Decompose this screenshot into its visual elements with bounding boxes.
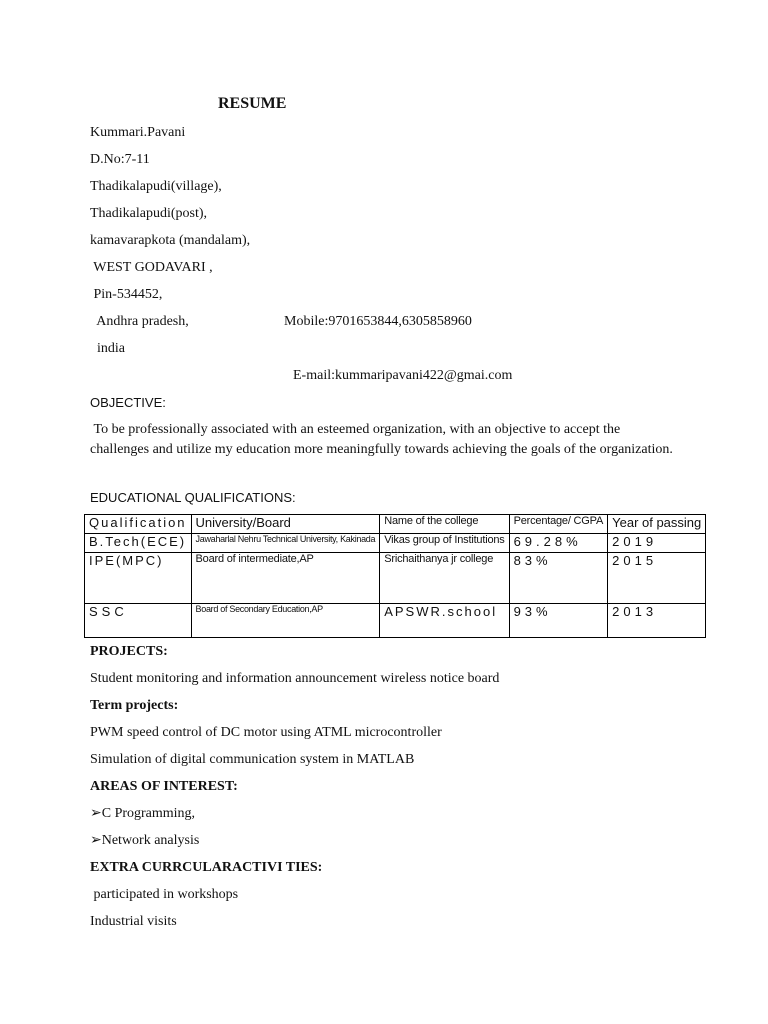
- cell-percentage: 69.28%: [509, 534, 608, 553]
- term-project-item: Simulation of digital communication system in MATLAB: [90, 752, 415, 767]
- extra-curricular-heading: EXTRA CURRCULARACTIVI TIES:: [90, 860, 323, 875]
- address-state: Andhra pradesh,: [90, 314, 189, 329]
- cell-percentage: 93%: [509, 604, 608, 638]
- extra-curricular-item: participated in workshops: [90, 887, 239, 902]
- education-heading: EDUCATIONAL QUALIFICATIONS:: [90, 490, 296, 505]
- main-project: Student monitoring and information announcement wireless notice board: [90, 671, 500, 686]
- address-mandal: kamavarapkota (mandalam),: [90, 233, 251, 248]
- interests-heading: AREAS OF INTEREST:: [90, 779, 238, 794]
- cell-college: APSWR.school: [380, 604, 509, 638]
- cell-year: 2013: [608, 604, 706, 638]
- header-qualification: Qualification: [85, 515, 192, 534]
- cell-year: 2019: [608, 534, 706, 553]
- table-row: [85, 534, 706, 553]
- email-address: E-mail:kummaripavani422@gmai.com: [293, 368, 513, 383]
- resume-title: RESUME: [218, 95, 287, 112]
- interest-item: ➢Network analysis: [90, 833, 200, 848]
- cell-board: Board of Secondary Education,AP: [191, 604, 380, 638]
- table-header-row: [85, 515, 706, 534]
- cell-college: Vikas group of Institutions: [380, 534, 509, 553]
- education-table: [84, 514, 706, 638]
- cell-qualification: IPE(MPC): [85, 553, 192, 604]
- interest-item: ➢C Programming,: [90, 806, 196, 821]
- cell-board: Board of intermediate,AP: [191, 553, 380, 604]
- cell-college: Srichaithanya jr college: [380, 553, 509, 604]
- extra-curricular-item: Industrial visits: [90, 914, 177, 929]
- address-village: Thadikalapudi(village),: [90, 179, 222, 194]
- cell-year: 2015: [608, 553, 706, 604]
- table-row: [85, 604, 706, 638]
- address-pin: Pin-534452,: [90, 287, 163, 302]
- mobile-number: Mobile:9701653844,6305858960: [284, 314, 472, 329]
- address-post: Thadikalapudi(post),: [90, 206, 208, 221]
- cell-board: Jawaharlal Nehru Technical University, Kakinada: [191, 534, 380, 553]
- term-projects-heading: Term projects:: [90, 698, 179, 713]
- cell-percentage: 83%: [509, 553, 608, 604]
- cell-qualification: B.Tech(ECE): [85, 534, 192, 553]
- term-project-item: PWM speed control of DC motor using ATML microcontroller: [90, 725, 442, 740]
- table-row: [85, 553, 706, 604]
- door-number: D.No:7-11: [90, 152, 150, 167]
- header-university: University/Board: [191, 515, 380, 534]
- objective-heading: OBJECTIVE:: [90, 395, 166, 410]
- cell-qualification: SSC: [85, 604, 192, 638]
- address-country: india: [90, 341, 125, 356]
- objective-text: To be professionally associated with an esteemed organization, with an objective to accept the challenges and utilize my education more meaningfully towards achieving the goals of the organization.: [90, 422, 673, 457]
- projects-heading: PROJECTS:: [90, 644, 168, 659]
- header-year: Year of passing: [608, 515, 706, 534]
- header-percentage: Percentage/ CGPA: [509, 515, 608, 534]
- applicant-name: Kummari.Pavani: [90, 125, 186, 140]
- address-district: WEST GODAVARI ,: [90, 260, 213, 275]
- header-college: Name of the college: [380, 515, 509, 534]
